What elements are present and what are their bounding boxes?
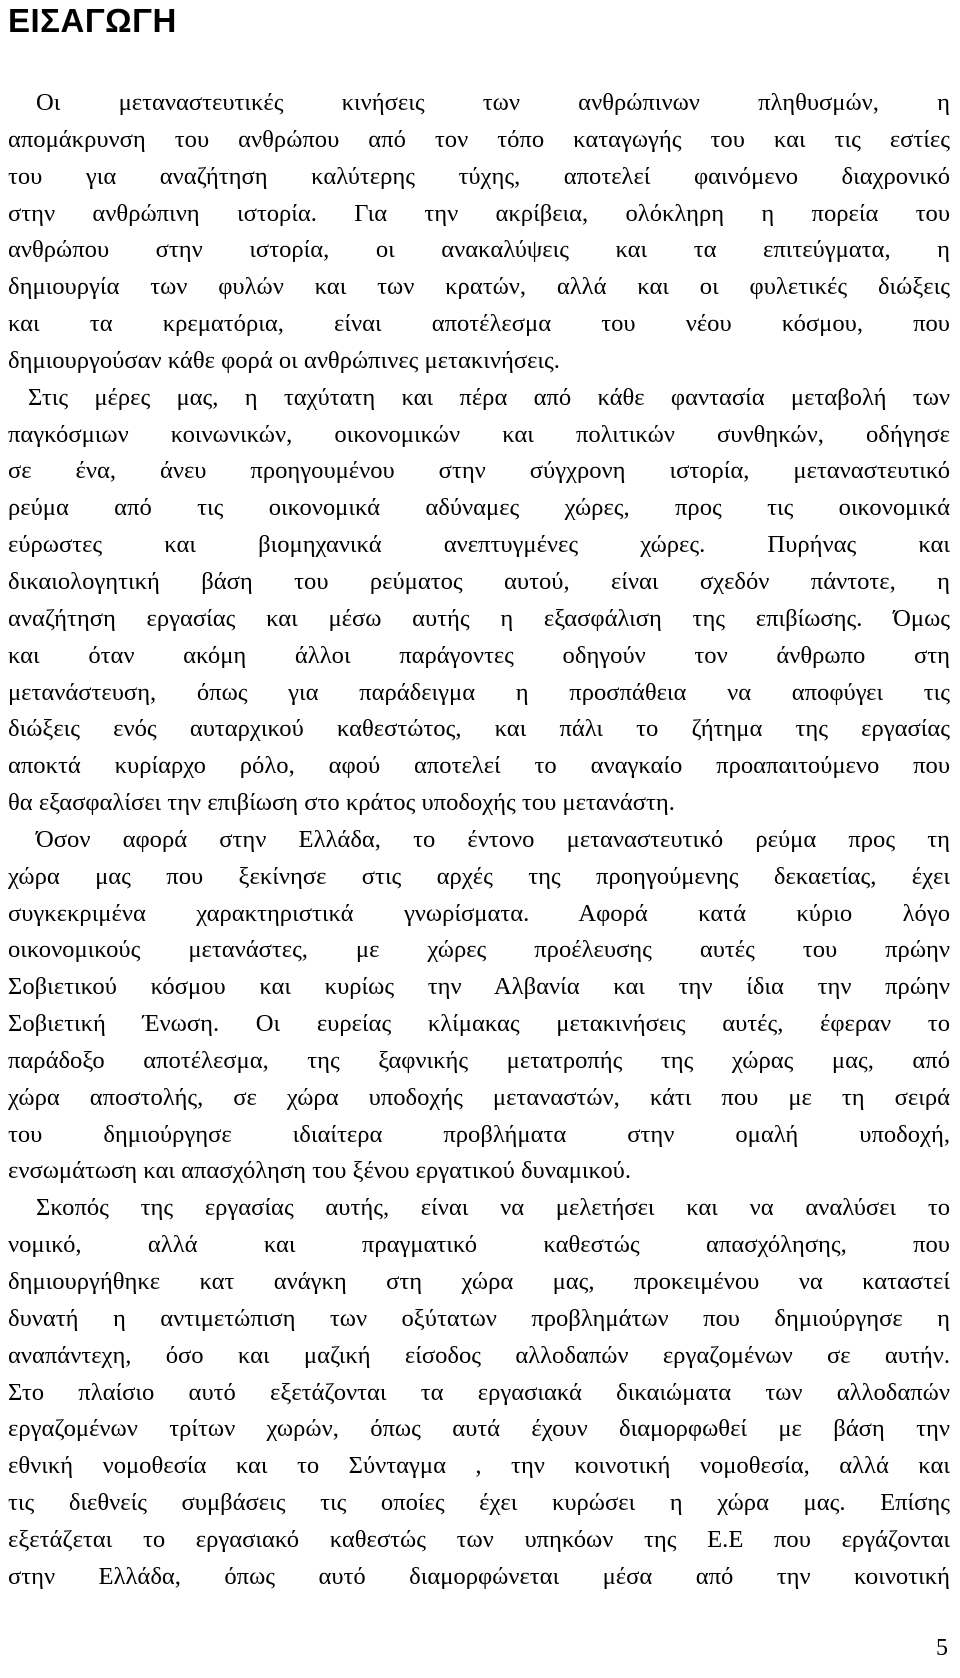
text-line: ανθρώπου στην ιστορία, οι ανακαλύψεις και τα επιτεύγματα, η: [8, 236, 950, 264]
text-line: νομικό, αλλά και πραγματικό καθεστώς απασχόλησης, που: [8, 1231, 950, 1259]
text-line: αναπάντεχη, όσο και μαζική είσοδος αλλοδαπών εργαζομένων σε αυτήν.: [8, 1341, 950, 1369]
text-line: δικαιολογητική βάση του ρεύματος αυτού, είναι σχεδόν πάντοτε, η: [8, 567, 950, 595]
text-line: δημιουργούσαν κάθε φορά οι ανθρώπινες μετακινήσεις.: [8, 346, 560, 374]
text-line: Σοβιετική Ένωση. Οι ευρείας κλίμακας μετακινήσεις αυτές, έφεραν το: [8, 1010, 950, 1038]
text-line: εξετάζεται το εργασιακό καθεστώς των υπηκόων της Ε.Ε που εργάζονται: [8, 1525, 950, 1553]
text-line: παράδοξο αποτέλεσμα, της ξαφνικής μετατροπής της χώρας μας, από: [8, 1046, 950, 1074]
text-line: Στις μέρες μας, η ταχύτατη και πέρα από κάθε φαντασία μεταβολή των: [28, 383, 950, 411]
text-line: δυνατή η αντιμετώπιση των οξύτατων προβλημάτων που δημιούργησε η: [8, 1304, 950, 1332]
text-line: χώρα αποστολής, σε χώρα υποδοχής μεταναστών, κάτι που με τη σειρά: [8, 1083, 950, 1111]
text-line: Στο πλαίσιο αυτό εξετάζονται τα εργασιακά δικαιώματα των αλλοδαπών: [8, 1378, 950, 1406]
text-line: Όσον αφορά στην Ελλάδα, το έντονο μεταναστευτικό ρεύμα προς τη: [36, 825, 950, 853]
text-line: οικονομικούς μετανάστες, με χώρες προέλευσης αυτές του πρώην: [8, 936, 950, 964]
text-line: δημιουργία των φυλών και των κρατών, αλλά και οι φυλετικές διώξεις: [8, 273, 950, 301]
text-line: αναζήτηση εργασίας και μέσω αυτής η εξασφάλιση της επιβίωσης. Όμως: [8, 604, 950, 632]
text-line: στην ανθρώπινη ιστορία. Για την ακρίβεια, ολόκληρη η πορεία του: [8, 199, 950, 227]
document-body: [8, 85, 950, 1596]
text-line: του για αναζήτηση καλύτερης τύχης, αποτελεί φαινόμενο διαχρονικό: [8, 162, 950, 190]
text-line: Οι μεταναστευτικές κινήσεις των ανθρώπινων πληθυσμών, η: [36, 89, 950, 116]
text-line: Σκοπός της εργασίας αυτής, είναι να μελετήσει και να αναλύσει το: [36, 1194, 950, 1222]
text-line: συγκεκριμένα χαρακτηριστικά γνωρίσματα. Αφορά κατά κύριο λόγο: [8, 899, 950, 927]
text-line: και τα κρεματόρια, είναι αποτέλεσμα του νέου κόσμου, που: [8, 310, 950, 338]
text-line: μετανάστευση, όπως για παράδειγμα η προσπάθεια να αποφύγει τις: [8, 678, 950, 706]
text-line: εθνική νομοθεσία και το Σύνταγμα , την κοινοτική νομοθεσία, αλλά και: [8, 1452, 950, 1480]
text-line: εργαζομένων τρίτων χωρών, όπως αυτά έχουν διαμορφωθεί με βάση την: [8, 1415, 950, 1443]
page-title: ΕΙΣΑΓΩΓΗ: [8, 2, 177, 39]
text-line: ενσωμάτωση και απασχόληση του ξένου εργατικού δυναμικού.: [8, 1157, 631, 1185]
text-line: δημιουργήθηκε κατ ανάγκη στη χώρα μας, προκειμένου να καταστεί: [8, 1268, 950, 1295]
text-line: στην Ελλάδα, όπως αυτό διαμορφώνεται μέσα από την κοινοτική: [8, 1562, 950, 1590]
text-line: ρεύμα από τις οικονομικά αδύναμες χώρες, προς τις οικονομικά: [8, 494, 950, 522]
text-line: χώρα μας που ξεκίνησε στις αρχές της προηγούμενης δεκαετίας, έχει: [8, 862, 950, 890]
text-line: σε ένα, άνευ προηγουμένου στην σύγχρονη ιστορία, μεταναστευτικό: [8, 457, 950, 485]
text-line: διώξεις ενός αυταρχικού καθεστώτος, και πάλι το ζήτημα της εργασίας: [8, 715, 950, 743]
text-line: θα εξασφαλίσει την επιβίωση στο κράτος υποδοχής του μετανάστη.: [8, 789, 675, 817]
text-line: παγκόσμιων κοινωνικών, οικονομικών και πολιτικών συνθηκών, οδήγησε: [8, 420, 950, 448]
text-line: αποκτά κυρίαρχο ρόλο, αφού αποτελεί το αναγκαίο προαπαιτούμενο που: [8, 752, 950, 780]
text-line: του δημιούργησε ιδιαίτερα προβλήματα στην ομαλή υποδοχή,: [8, 1120, 950, 1148]
page-number: 5: [936, 1635, 948, 1661]
text-line: Σοβιετικού κόσμου και κυρίως την Αλβανία και την ίδια την πρώην: [8, 973, 950, 1001]
text-line: και όταν ακόμη άλλοι παράγοντες οδηγούν τον άνθρωπο στη: [8, 641, 950, 669]
text-line: τις διεθνείς συμβάσεις τις οποίες έχει κυρώσει η χώρα μας. Επίσης: [8, 1489, 950, 1517]
text-line: απομάκρυνση του ανθρώπου από τον τόπο καταγωγής του και τις εστίες: [8, 125, 950, 153]
text-line: εύρωστες και βιομηχανικά ανεπτυγμένες χώρες. Πυρήνας και: [8, 531, 950, 559]
